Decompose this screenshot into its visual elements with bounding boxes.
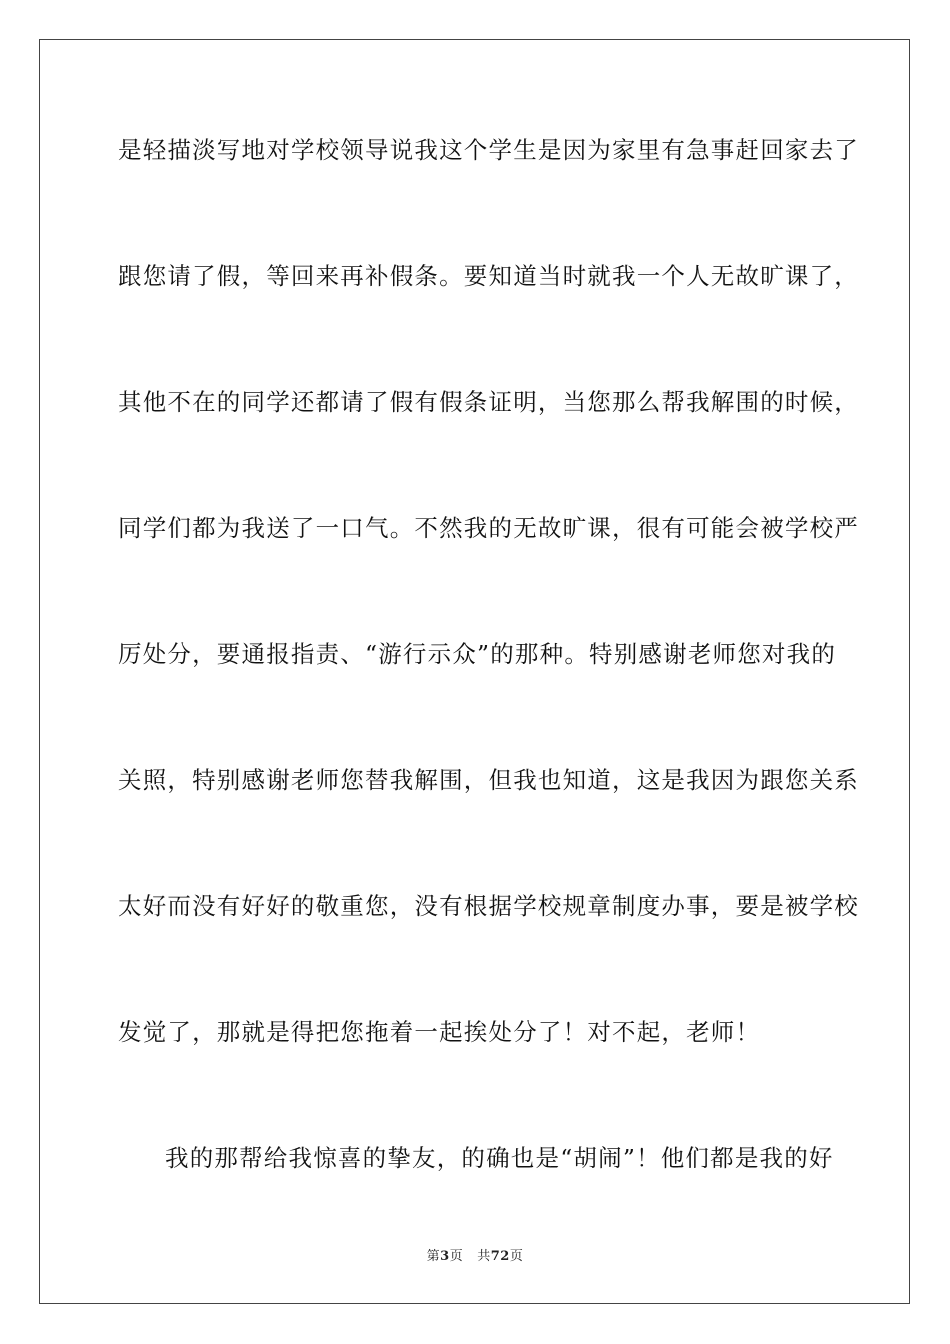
document-body [118,126,859,1260]
text-line: 太好而没有好好的敬重您，没有根据学校规章制度办事，要是被学校 [118,892,859,920]
page-footer [0,1248,950,1266]
total-suffix: 页 [509,1249,524,1264]
paragraph-start-line: 我的那帮给我惊喜的挚友，的确也是“胡闹”！他们都是我的好 [165,1144,834,1172]
total-pages: 72 [490,1249,510,1264]
page-prefix: 第 [426,1249,441,1264]
text-line: 关照，特别感谢老师您替我解围，但我也知道，这是我因为跟您关系 [118,766,859,794]
text-line: 同学们都为我送了一口气。不然我的无故旷课，很有可能会被学校严 [118,514,859,542]
text-line: 厉处分，要通报指责、“游行示众”的那种。特别感谢老师您对我的 [118,640,837,668]
text-line: 是轻描淡写地对学校领导说我这个学生是因为家里有急事赶回家去了 [118,136,859,164]
page-suffix: 页 [449,1249,464,1264]
text-line: 跟您请了假，等回来再补假条。要知道当时就我一个人无故旷课了， [118,262,859,290]
page-number: 3 [440,1249,450,1264]
text-line: 其他不在的同学还都请了假有假条证明，当您那么帮我解围的时候， [118,388,859,416]
text-line: 发觉了，那就是得把您拖着一起挨处分了！对不起，老师！ [118,1018,761,1046]
total-prefix: 共 [477,1249,491,1264]
